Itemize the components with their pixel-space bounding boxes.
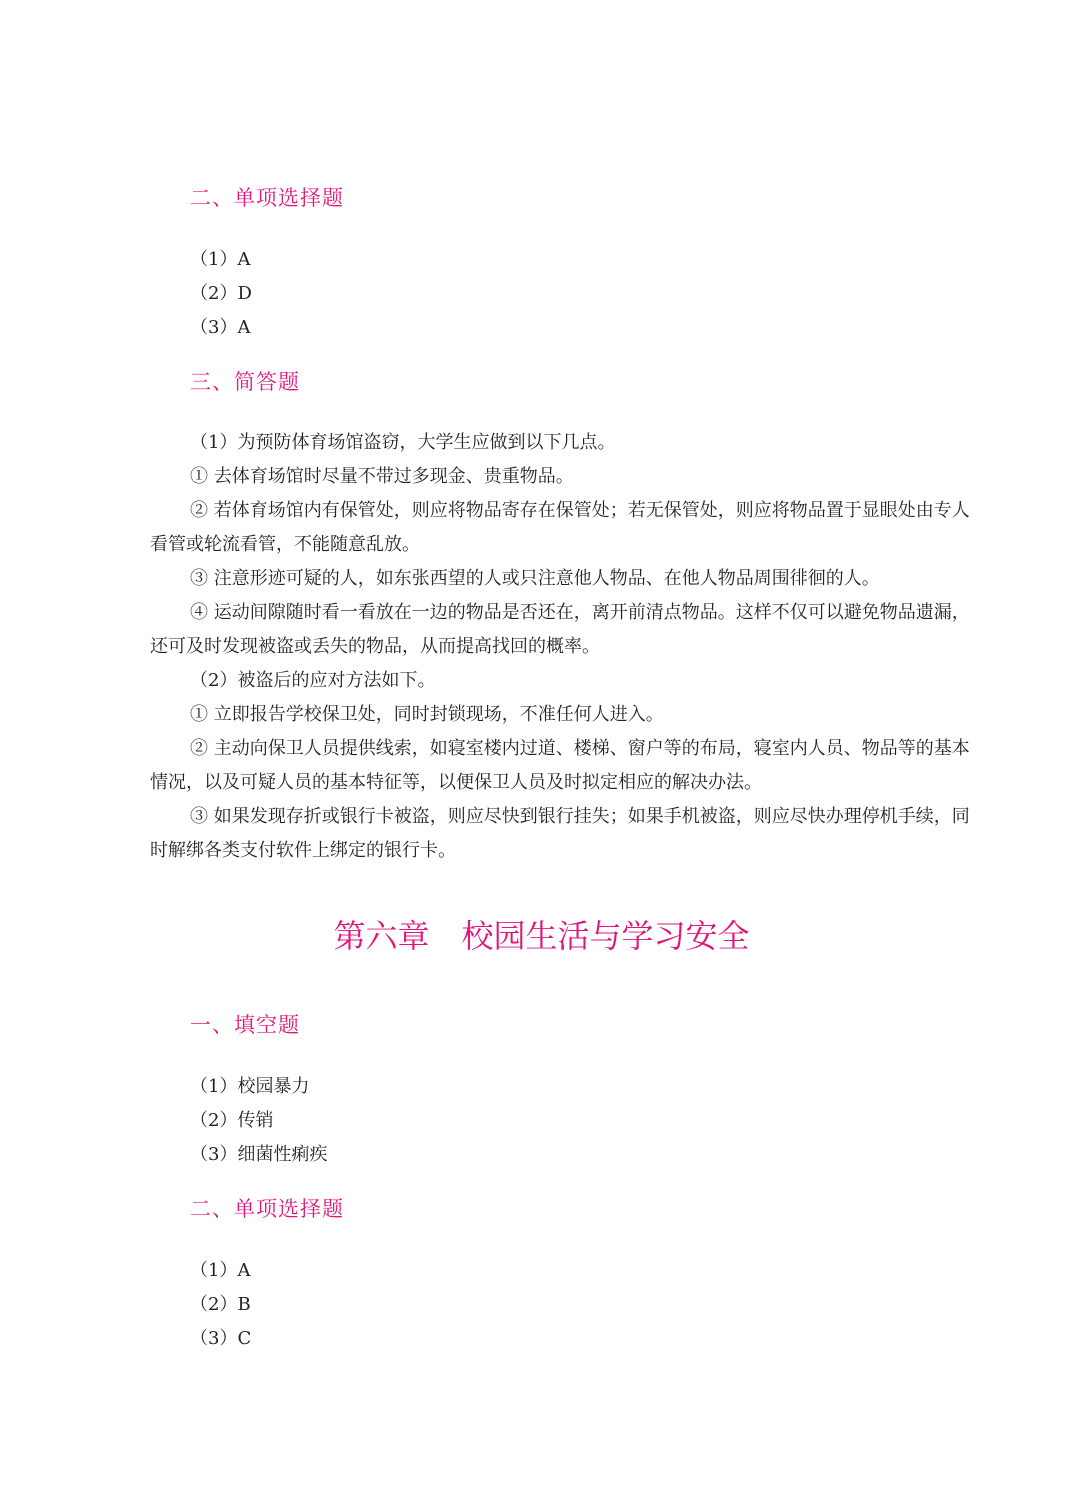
- answer-item: （3）A: [190, 317, 251, 338]
- answer-paragraph: ③ 注意形迹可疑的人，如东张西望的人或只注意他人物品、在他人物品周围徘徊的人。: [190, 568, 880, 589]
- answer-paragraph: ② 若体育场馆内有保管处，则应将物品寄存在保管处；若无保管处，则应将物品置于显眼处由专人看管或轮流看管，不能随意乱放。: [150, 500, 970, 555]
- answer-item: （2）传销: [190, 1110, 274, 1131]
- section-heading-short-answer: 三、简答题: [190, 370, 300, 394]
- section-heading-single-choice: 二、单项选择题: [190, 186, 344, 210]
- answer-item: （3）C: [190, 1328, 252, 1349]
- answer-paragraph: ① 立即报告学校保卫处，同时封锁现场，不准任何人进入。: [190, 704, 664, 725]
- answer-paragraph: ① 去体育场馆时尽量不带过多现金、贵重物品。: [190, 466, 574, 487]
- answer-item: （3）细菌性痢疾: [190, 1144, 328, 1165]
- chapter-title: 第六章 校园生活与学习安全: [333, 917, 750, 955]
- answer-item: （1）A: [190, 1260, 251, 1281]
- answer-item: （2）D: [190, 283, 252, 304]
- section-heading-fill-blank: 一、填空题: [190, 1013, 300, 1037]
- answer-paragraph: ③ 如果发现存折或银行卡被盗，则应尽快到银行挂失；如果手机被盗，则应尽快办理停机手续，同时解绑各类支付软件上绑定的银行卡。: [150, 806, 970, 861]
- answer-paragraph: （1）为预防体育场馆盗窃，大学生应做到以下几点。: [190, 432, 616, 453]
- answer-paragraph: ② 主动向保卫人员提供线索，如寝室楼内过道、楼梯、窗户等的布局，寝室内人员、物品等的基本情况，以及可疑人员的基本特征等，以便保卫人员及时拟定相应的解决办法。: [150, 738, 970, 793]
- answer-item: （1）校园暴力: [190, 1076, 310, 1097]
- answer-item: （2）B: [190, 1294, 251, 1315]
- answer-item: （1）A: [190, 249, 251, 270]
- section-heading-single-choice: 二、单项选择题: [190, 1197, 344, 1221]
- answer-paragraph: ④ 运动间隙随时看一看放在一边的物品是否还在，离开前清点物品。这样不仅可以避免物品遗漏，还可及时发现被盗或丢失的物品，从而提高找回的概率。: [150, 602, 970, 657]
- answer-paragraph: （2）被盗后的应对方法如下。: [190, 670, 436, 691]
